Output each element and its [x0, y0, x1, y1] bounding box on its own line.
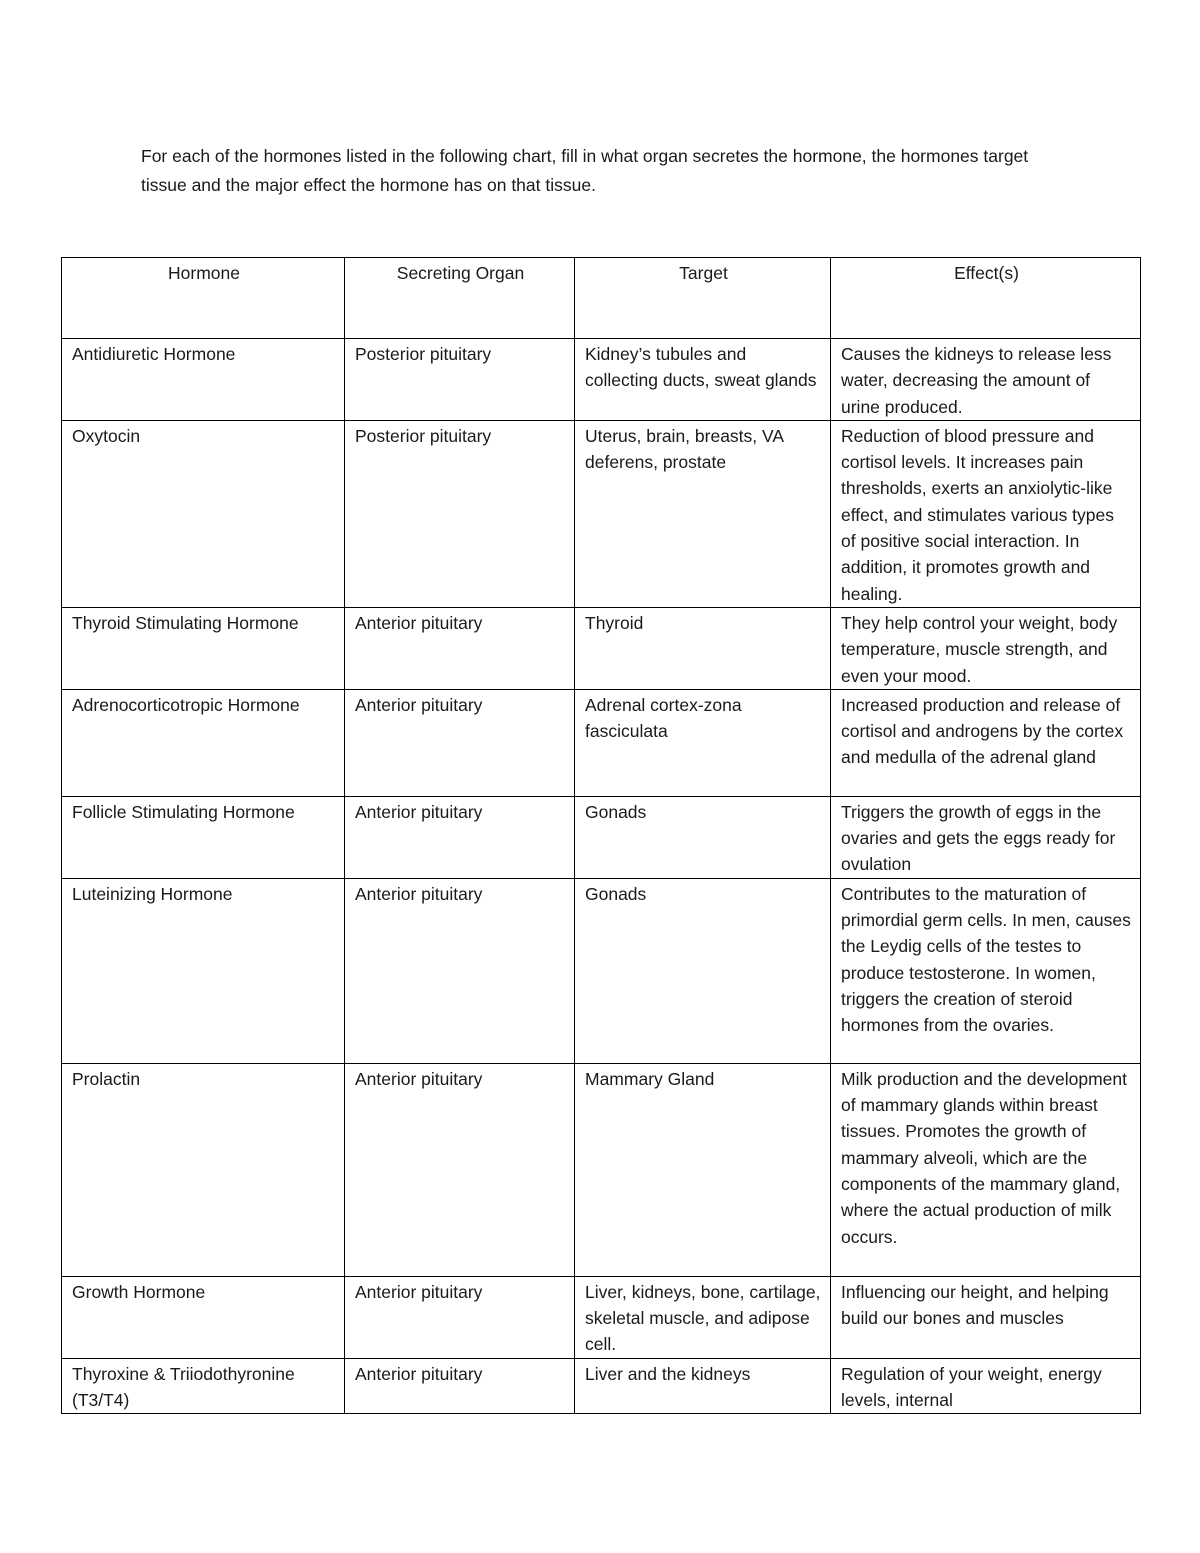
header-target: Target: [575, 258, 831, 339]
cell-secreting-organ: Anterior pituitary: [345, 1358, 575, 1414]
cell-secreting-organ: Anterior pituitary: [345, 1276, 575, 1358]
cell-effect: Influencing our height, and helping build our bones and muscles: [831, 1276, 1141, 1358]
cell-target: Kidney’s tubules and collecting ducts, sweat glands: [575, 339, 831, 421]
cell-effect: Milk production and the development of mammary glands within breast tissues. Promotes the growth of mammary alveoli, which are the components of the mammary gland, where the actual production of milk occurs.: [831, 1063, 1141, 1276]
cell-hormone: Luteinizing Hormone: [62, 878, 345, 1063]
cell-effect: Causes the kidneys to release less water, decreasing the amount of urine produced.: [831, 339, 1141, 421]
table-row: [62, 796, 1141, 878]
cell-effect: Regulation of your weight, energy levels, internal: [831, 1358, 1141, 1414]
table-row: [62, 689, 1141, 796]
hormone-table: [61, 257, 1141, 1414]
cell-hormone: Growth Hormone: [62, 1276, 345, 1358]
cell-secreting-organ: Anterior pituitary: [345, 878, 575, 1063]
cell-secreting-organ: Anterior pituitary: [345, 1063, 575, 1276]
cell-hormone: Oxytocin: [62, 420, 345, 607]
cell-hormone: Thyroid Stimulating Hormone: [62, 607, 345, 689]
cell-effect: Triggers the growth of eggs in the ovaries and gets the eggs ready for ovulation: [831, 796, 1141, 878]
cell-target: Liver and the kidneys: [575, 1358, 831, 1414]
cell-secreting-organ: Posterior pituitary: [345, 339, 575, 421]
table-row: [62, 339, 1141, 421]
cell-effect: They help control your weight, body temperature, muscle strength, and even your mood.: [831, 607, 1141, 689]
cell-hormone: Prolactin: [62, 1063, 345, 1276]
cell-hormone: Follicle Stimulating Hormone: [62, 796, 345, 878]
instructions-text: For each of the hormones listed in the following chart, fill in what organ secretes the hormone, the hormones target tissue and the major effect the hormone has on that tissue.: [141, 146, 1029, 195]
cell-target: Thyroid: [575, 607, 831, 689]
cell-target: Gonads: [575, 796, 831, 878]
cell-target: Adrenal cortex-zona fasciculata: [575, 689, 831, 796]
cell-effect: Reduction of blood pressure and cortisol levels. It increases pain thresholds, exerts an anxiolytic-like effect, and stimulates various types of positive social interaction. In addition, it promotes growth and healing.: [831, 420, 1141, 607]
header-secreting-organ: Secreting Organ: [345, 258, 575, 339]
table-header-row: [62, 258, 1141, 339]
header-hormone: Hormone: [62, 258, 345, 339]
cell-secreting-organ: Anterior pituitary: [345, 796, 575, 878]
cell-target: Liver, kidneys, bone, cartilage, skeletal muscle, and adipose cell.: [575, 1276, 831, 1358]
cell-secreting-organ: Posterior pituitary: [345, 420, 575, 607]
table-row: [62, 1063, 1141, 1276]
cell-secreting-organ: Anterior pituitary: [345, 607, 575, 689]
cell-hormone: Antidiuretic Hormone: [62, 339, 345, 421]
cell-effect: Increased production and release of cortisol and androgens by the cortex and medulla of the adrenal gland: [831, 689, 1141, 796]
cell-target: Mammary Gland: [575, 1063, 831, 1276]
header-effects: Effect(s): [831, 258, 1141, 339]
table-row: [62, 878, 1141, 1063]
table-row: [62, 420, 1141, 607]
cell-hormone: Adrenocorticotropic Hormone: [62, 689, 345, 796]
table-row: [62, 607, 1141, 689]
table-row: [62, 1358, 1141, 1414]
table-row: [62, 1276, 1141, 1358]
cell-target: Gonads: [575, 878, 831, 1063]
cell-hormone: Thyroxine & Triiodothyronine (T3/T4): [62, 1358, 345, 1414]
cell-target: Uterus, brain, breasts, VA deferens, prostate: [575, 420, 831, 607]
cell-secreting-organ: Anterior pituitary: [345, 689, 575, 796]
cell-effect: Contributes to the maturation of primordial germ cells. In men, causes the Leydig cells of the testes to produce testosterone. In women, triggers the creation of steroid hormones from the ovaries.: [831, 878, 1141, 1063]
